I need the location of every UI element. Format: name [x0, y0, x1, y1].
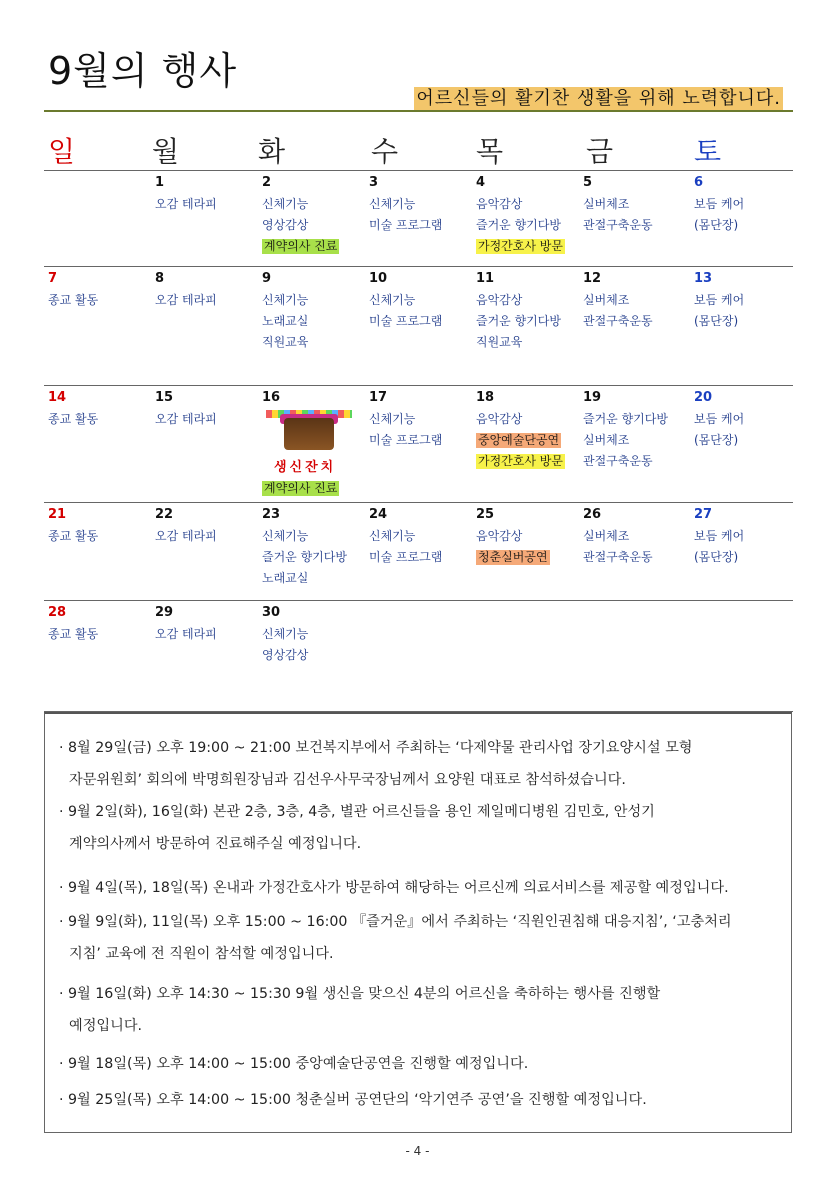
event-item: 보듬 케어: [694, 293, 745, 307]
event-item: 즐거운 향기다방: [262, 550, 347, 564]
event-item: 오감 테라피: [155, 197, 217, 211]
weekday-5: 금: [586, 135, 614, 168]
day-number: 11: [476, 271, 495, 286]
calendar-day: [151, 386, 258, 427]
day-number: 29: [155, 605, 174, 620]
event-item: 음악감상: [476, 529, 523, 543]
page-subtitle: 어르신들의 활기찬 생활을 위해 노력합니다.: [416, 88, 781, 109]
calendar-day: [579, 171, 690, 233]
calendar-day: [365, 503, 472, 565]
event-item: 즐거운 향기다방: [476, 218, 561, 232]
calendar-day: [690, 171, 790, 233]
title-divider: [44, 110, 793, 112]
weekday-4: 목: [476, 135, 504, 168]
weekday-6: 토: [694, 135, 722, 168]
event-item: 신체기능: [262, 529, 309, 543]
event-item: 음악감상: [476, 197, 523, 211]
weekday-header: [44, 130, 793, 170]
weekday-2: 화: [258, 135, 286, 168]
event-item: 영상감상: [262, 648, 309, 662]
event-item: 관절구축운동: [583, 218, 653, 232]
calendar-day: [579, 503, 690, 565]
event-item: 가정간호사 방문: [478, 454, 563, 468]
calendar-day: [579, 386, 690, 469]
event-item: 노래교실: [262, 571, 309, 585]
day-number: 17: [369, 390, 388, 405]
event-item: 신체기능: [262, 197, 309, 211]
notice-item: · 9월 4일(목), 18일(목) 온내과 가정간호사가 방문하여 해당하는 어르신께 의료서비스를 제공할 예정입니다.: [59, 880, 729, 896]
event-item: (몸단장): [694, 550, 739, 564]
calendar-day: [151, 267, 258, 308]
notice-item: · 8월 29일(금) 오후 19:00 ~ 21:00 보건복지부에서 주최하는 ‘다제약물 관리사업 장기요양시설 모형 자문위원회’ 회의에 박명희원장님과 김선우사무국장님께서 요양원 대표로 참석하셨습니다.: [59, 740, 693, 788]
calendar: [44, 170, 793, 712]
notice-item: · 9월 18일(목) 오후 14:00 ~ 15:00 중앙예술단공연을 진행할 예정입니다.: [59, 1056, 529, 1072]
event-item: 직원교육: [476, 335, 523, 349]
calendar-day: [258, 267, 365, 350]
event-item: 신체기능: [369, 197, 416, 211]
notice-box: [44, 712, 792, 1133]
event-item: 미술 프로그램: [369, 550, 443, 564]
event-item: 실버체조: [583, 197, 630, 211]
day-number: 3: [369, 175, 379, 190]
day-number: 5: [583, 175, 593, 190]
event-item: 신체기능: [369, 529, 416, 543]
calendar-day: [258, 386, 365, 496]
event-item: 실버체조: [583, 293, 630, 307]
calendar-day: [690, 503, 790, 565]
day-number: 4: [476, 175, 486, 190]
calendar-day: [690, 386, 790, 448]
page-number: - 4 -: [405, 1144, 430, 1158]
calendar-day: [472, 386, 579, 469]
event-item: 계약의사 진료: [264, 239, 338, 253]
day-number: 2: [262, 175, 272, 190]
event-item: 음악감상: [476, 412, 523, 426]
calendar-day: [472, 503, 579, 565]
event-item: 신체기능: [369, 412, 416, 426]
event-item: 실버체조: [583, 433, 630, 447]
day-number: 7: [48, 271, 58, 286]
day-number: 6: [694, 175, 704, 190]
event-item: 보듬 케어: [694, 412, 745, 426]
event-item: 즐거운 향기다방: [476, 314, 561, 328]
event-item: 오감 테라피: [155, 627, 217, 641]
day-number: 10: [369, 271, 388, 286]
event-item: 관절구축운동: [583, 314, 653, 328]
day-number: 26: [583, 507, 602, 522]
day-number: 8: [155, 271, 165, 286]
calendar-day: [365, 267, 472, 329]
event-item: 신체기능: [369, 293, 416, 307]
calendar-day: [44, 386, 151, 427]
event-item: (몸단장): [694, 314, 739, 328]
event-item: 즐거운 향기다방: [583, 412, 668, 426]
day-number: 28: [48, 605, 67, 620]
calendar-day: [151, 503, 258, 544]
day-number: 23: [262, 507, 281, 522]
event-item: 직원교육: [262, 335, 309, 349]
day-number: 19: [583, 390, 602, 405]
event-item: 미술 프로그램: [369, 314, 443, 328]
page-title: 9월의 행사: [48, 49, 238, 93]
event-item: 오감 테라피: [155, 529, 217, 543]
calendar-day: [44, 503, 151, 544]
event-item: 오감 테라피: [155, 412, 217, 426]
event-item: 미술 프로그램: [369, 218, 443, 232]
day-number: 22: [155, 507, 174, 522]
calendar-week: [44, 266, 793, 385]
calendar-day: [472, 267, 579, 350]
calendar-day: [365, 171, 472, 233]
event-item: 가정간호사 방문: [478, 239, 563, 253]
day-number: 20: [694, 390, 713, 405]
event-item: 관절구축운동: [583, 550, 653, 564]
notice-item: · 9월 9일(화), 11일(목) 오후 15:00 ~ 16:00 『즐거운』에서 주최하는 ‘직원인권침해 대응지침’, ‘고충처리 지침’ 교육에 전 직원이 참석할 예정입니다.: [59, 914, 732, 962]
day-number: 9: [262, 271, 272, 286]
day-number: 1: [155, 175, 165, 190]
notice-item: · 9월 16일(화) 오후 14:30 ~ 15:30 9월 생신을 맞으신 4분의 어르신을 축하하는 행사를 진행할 예정입니다.: [59, 986, 661, 1034]
day-number: 24: [369, 507, 388, 522]
calendar-day: [258, 601, 365, 663]
event-item: 청춘실버공연: [478, 550, 548, 564]
event-item: 계약의사 진료: [264, 481, 338, 495]
day-number: 21: [48, 507, 67, 522]
event-item: 미술 프로그램: [369, 433, 443, 447]
day-number: 12: [583, 271, 602, 286]
day-number: 18: [476, 390, 495, 405]
event-item: (몸단장): [694, 433, 739, 447]
calendar-day: [151, 601, 258, 642]
birthday-party-label: 생신잔치: [274, 460, 337, 475]
event-item: 종교 활동: [48, 293, 99, 307]
calendar-day: [44, 267, 151, 308]
calendar-week: [44, 502, 793, 600]
birthday-cake-icon: [266, 412, 352, 452]
event-item: 오감 테라피: [155, 293, 217, 307]
day-number: 16: [262, 390, 281, 405]
calendar-day: [690, 267, 790, 329]
event-item: (몸단장): [694, 218, 739, 232]
day-number: 30: [262, 605, 281, 620]
weekday-0: 일: [48, 135, 76, 168]
calendar-day: [151, 171, 258, 212]
weekday-3: 수: [371, 135, 399, 168]
notice-item: · 9월 25일(목) 오후 14:00 ~ 15:00 청춘실버 공연단의 ‘악기연주 공연’을 진행할 예정입니다.: [59, 1092, 647, 1108]
event-item: 실버체조: [583, 529, 630, 543]
weekday-1: 월: [152, 135, 180, 168]
calendar-week: [44, 600, 793, 711]
event-item: 종교 활동: [48, 529, 99, 543]
event-item: 영상감상: [262, 218, 309, 232]
calendar-day: [365, 386, 472, 448]
notice-item: · 9월 2일(화), 16일(화) 본관 2층, 3층, 4층, 별관 어르신들을 용인 제일메디병원 김민호, 안성기 계약의사께서 방문하여 진료해주실 예정입니다.: [59, 804, 655, 852]
calendar-day: [44, 601, 151, 642]
calendar-day: [472, 171, 579, 254]
event-item: 보듬 케어: [694, 529, 745, 543]
event-item: 관절구축운동: [583, 454, 653, 468]
event-item: 중앙예술단공연: [478, 433, 560, 447]
day-number: 13: [694, 271, 713, 286]
event-item: 신체기능: [262, 627, 309, 641]
calendar-day: [258, 171, 365, 254]
event-item: 노래교실: [262, 314, 309, 328]
event-item: 종교 활동: [48, 412, 99, 426]
calendar-day: [258, 503, 365, 586]
event-item: 신체기능: [262, 293, 309, 307]
day-number: 27: [694, 507, 713, 522]
event-item: 보듬 케어: [694, 197, 745, 211]
event-item: 종교 활동: [48, 627, 99, 641]
day-number: 15: [155, 390, 174, 405]
day-number: 14: [48, 390, 67, 405]
calendar-day: [579, 267, 690, 329]
event-item: 음악감상: [476, 293, 523, 307]
calendar-week: [44, 385, 793, 502]
calendar-week: [44, 170, 793, 266]
day-number: 25: [476, 507, 495, 522]
